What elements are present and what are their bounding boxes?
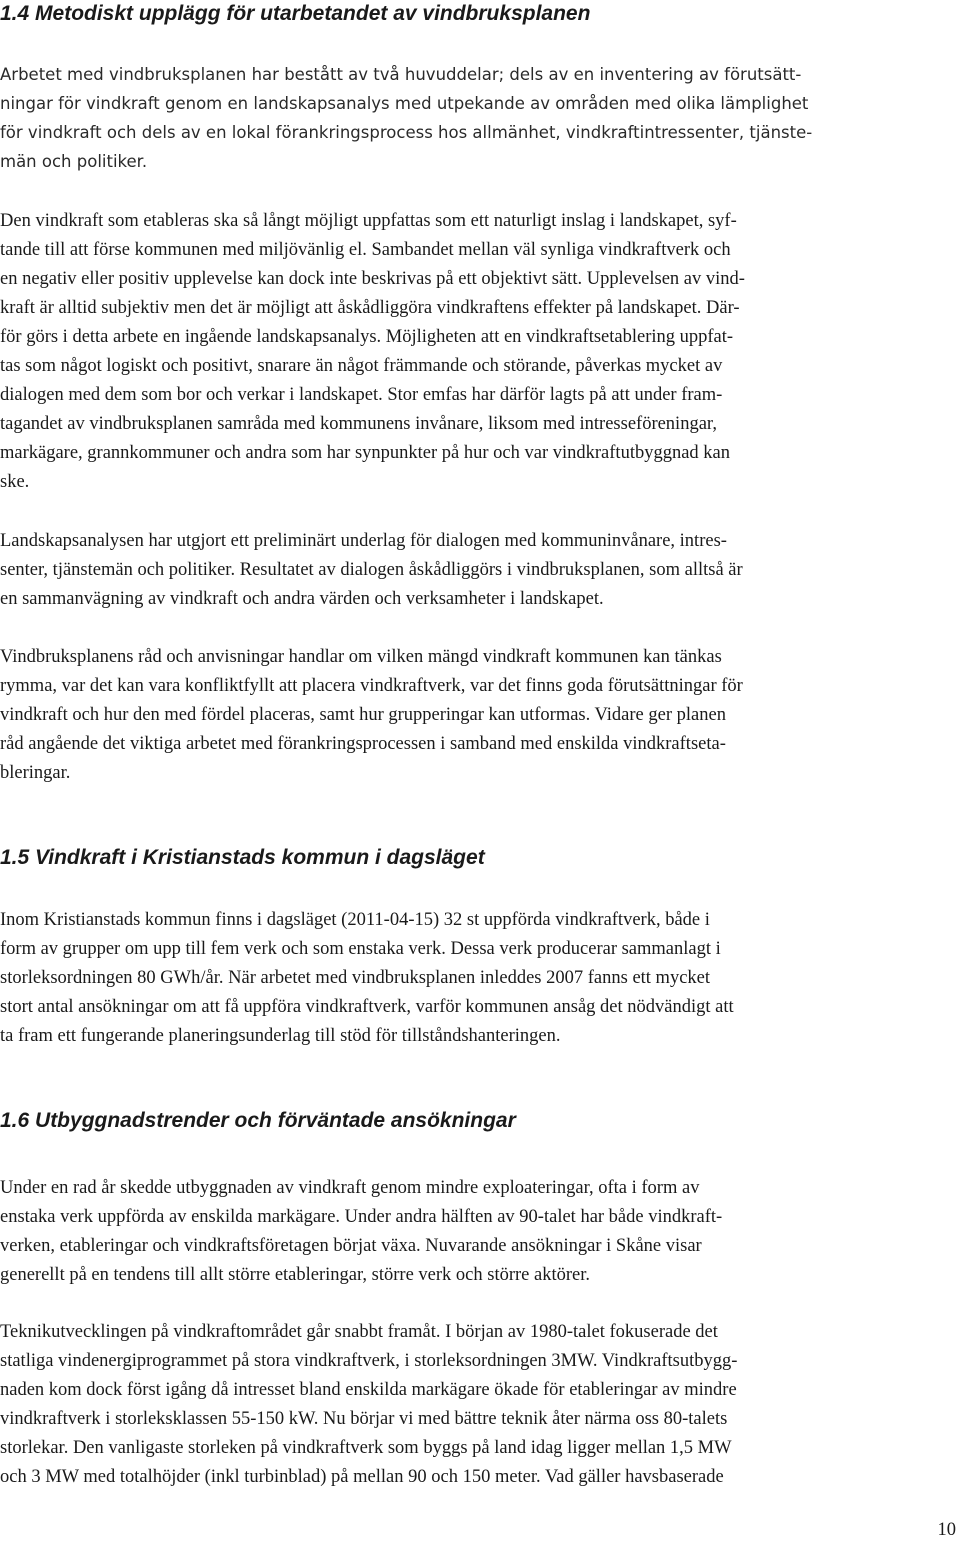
section-1-4-paragraph-3: Landskapsanalysen har utgjort ett preliminärt underlag för dialogen med kommuninvånare, intres- senter, tjänstemän och politiker. Resultatet av dialogen åskådliggörs i vindbruksplanen, som alltså är en sammanvägning av vindkraft och andra värden och verksamheter i landskapet.: [0, 531, 743, 609]
section-1-4-paragraph-1: Arbetet med vindbruksplanen har bestått av två huvuddelar; dels av en inventering av förutsätt- ningar för vindkraft genom en landskapsanalys med utpekande av områden med olika lämplighet för vindkraft och dels av en lokal förankringsprocess hos allmänhet, vindkraftintressenter, tjänste- män och politiker.: [0, 65, 813, 171]
section-1-5-paragraph-1: Inom Kristianstads kommun finns i dagsläget (2011-04-15) 32 st uppförda vindkraftverk, både i form av grupper om upp till fem verk och som enstaka verk. Dessa verk producerar sammanlagt i storleksordningen 80 GWh/år. När arbetet med vindbruksplanen inleddes 2007 fanns ett mycket stort antal ansökningar om att få uppföra vindkraftverk, varför kommunen ansåg det nödvändigt att ta fram ett fungerande planeringsunderlag till stöd för tillståndshanteringen.: [0, 910, 734, 1046]
section-heading-1-6: 1.6 Utbyggnadstrender och förväntade ansökningar: [0, 1109, 516, 1132]
section-1-4-paragraph-4: Vindbruksplanens råd och anvisningar handlar om vilken mängd vindkraft kommunen kan tänkas rymma, var det kan vara konfliktfyllt att placera vindkraftverk, var det finns goda förutsättningar för vindkraft och hur den med fördel placeras, samt hur grupperingar kan utformas. Vidare ger planen råd angående det viktiga arbetet med förankringsprocessen i samband med enskilda vindkraftseta- bleringar.: [0, 647, 743, 783]
page-number: 10: [937, 1520, 956, 1540]
section-heading-1-5: 1.5 Vindkraft i Kristianstads kommun i dagsläget: [0, 846, 485, 869]
section-1-4-paragraph-2: Den vindkraft som etableras ska så långt möjligt uppfattas som ett naturligt inslag i landskapet, syf- tande till att förse kommunen med miljövänlig el. Sambandet mellan väl synliga vindkraftverk och en negativ eller positiv upplevelse kan dock inte beskrivas på ett objektivt sätt. Upplevelsen av vind- kraft är alltid subjektiv men det är möjligt att åskådliggöra vindkraftens effekter på landskapet. Där- för görs i detta arbete en ingående landskapsanalys. Möjligheten att en vindkraftsetablering uppfat- tas som något logiskt och positivt, snarare än något främmande och störande, påverkas mycket av dialogen med dem som bor och verkar i landskapet. Stor emfas har därför lagts på att under fram- tagandet av vindbruksplanen samråda med kommunens invånare, liksom med intresseföreningar, markägare, grannkommuner och andra som har synpunkter på hur och var vindkraftutbyggnad kan ske.: [0, 211, 745, 492]
section-heading-1-4: 1.4 Metodiskt upplägg för utarbetandet av vindbruksplanen: [0, 2, 591, 25]
section-1-6-paragraph-2: Teknikutvecklingen på vindkraftområdet går snabbt framåt. I början av 1980-talet fokuserade det statliga vindenergiprogrammet på stora vindkraftverk, i storleksordningen 3MW. Vindkraftsutbygg- naden kom dock först igång då intresset bland enskilda markägare ökade för etableringar av mindre vindkraftverk i storleksklassen 55-150 kW. Nu börjar vi med bättre teknik åter närma oss 80-talets storlekar. Den vanligaste storleken på vindkraftverk som byggs på land idag ligger mellan 1,5 MW och 3 MW med totalhöjder (inkl turbinblad) på mellan 90 och 150 meter. Vad gäller havsbaserade: [0, 1322, 738, 1487]
section-1-6-paragraph-1: Under en rad år skedde utbyggnaden av vindkraft genom mindre exploateringar, ofta i form av enstaka verk uppförda av enskilda markägare. Under andra hälften av 90-talet har både vindkraft- verken, etableringar och vindkraftsföretagen börjat växa. Nuvarande ansökningar i Skåne visar generellt på en tendens till allt större etableringar, större verk och större aktörer.: [0, 1178, 723, 1285]
